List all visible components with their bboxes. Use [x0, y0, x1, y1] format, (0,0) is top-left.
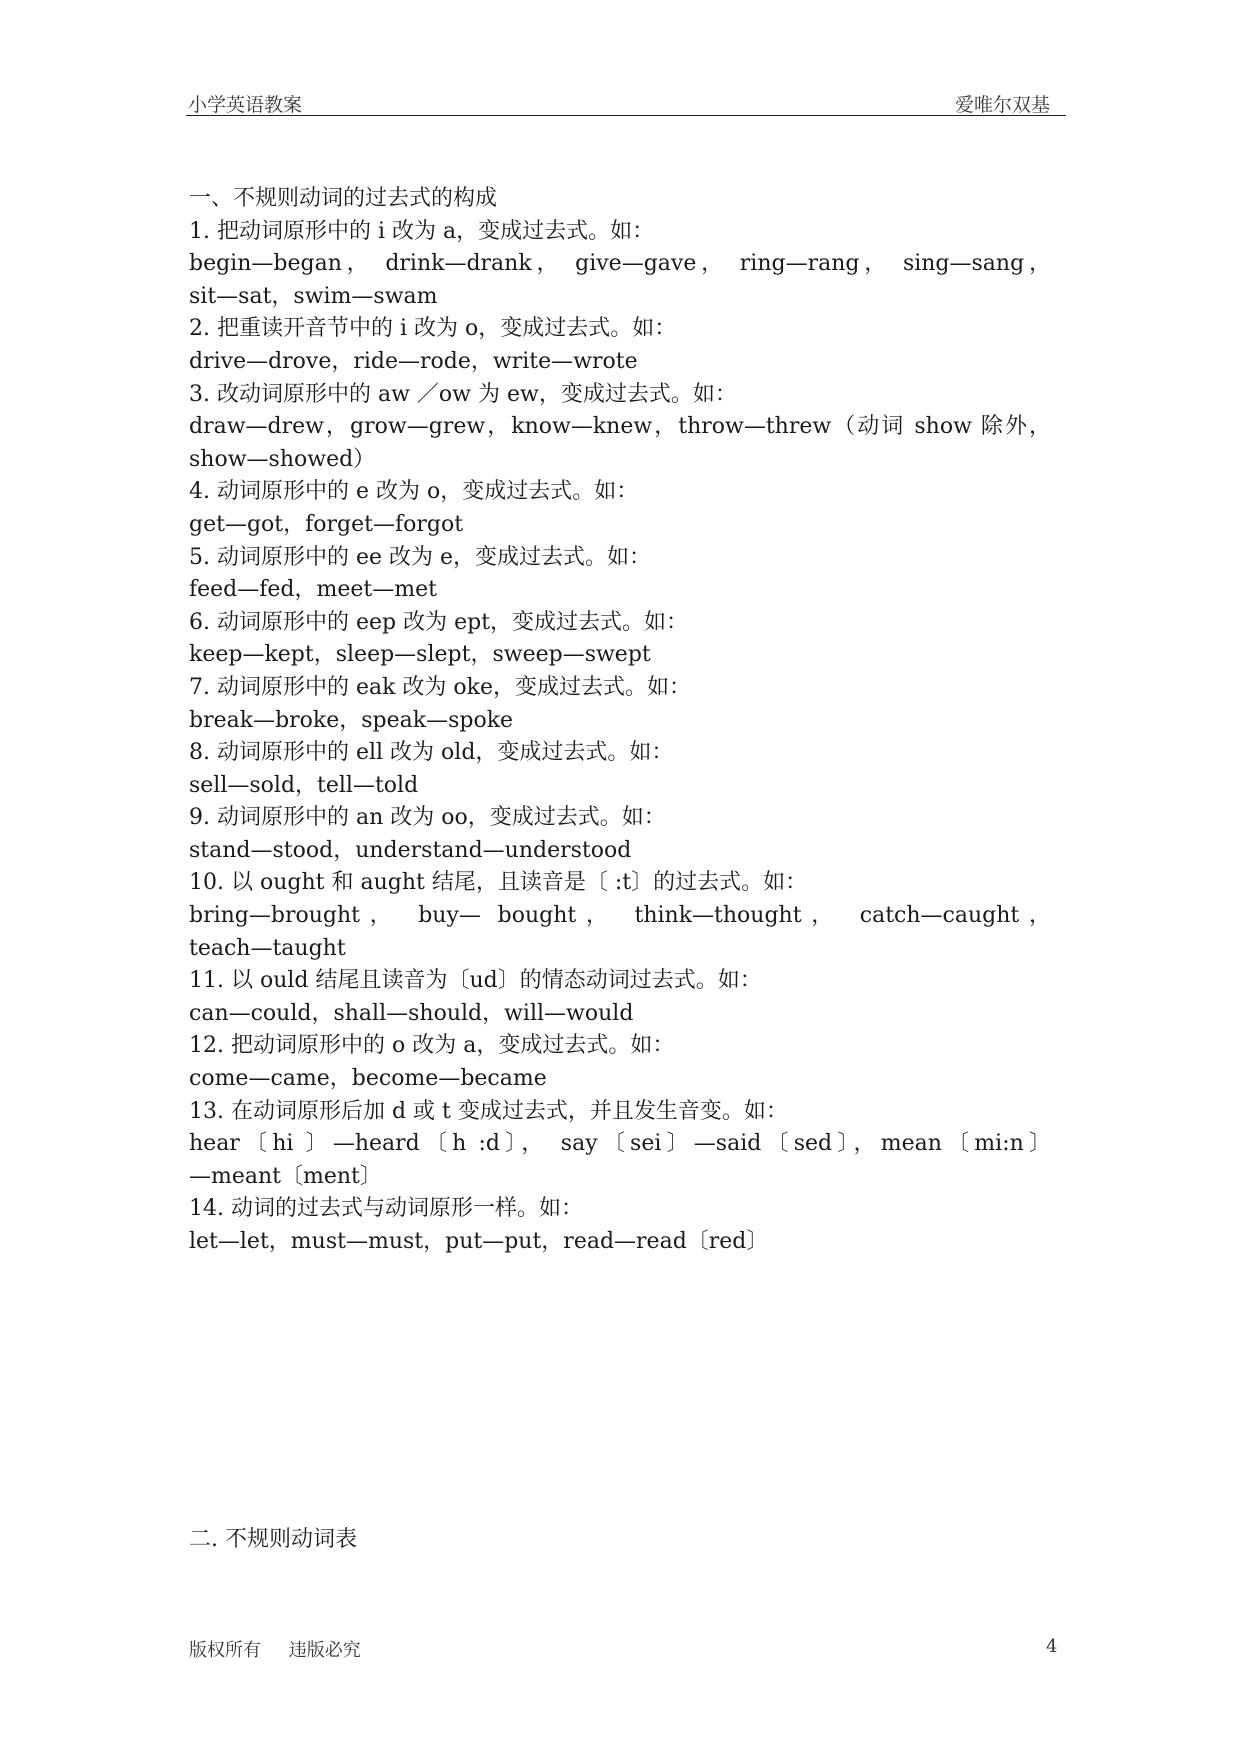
rule-10: 10. 以 ought 和 aught 结尾，且读音是〔 :t〕的过去式。如： — [189, 870, 808, 896]
document-body — [189, 183, 1051, 1259]
example-line: drive—drove，ride—rode，write—wrote — [189, 348, 638, 374]
rule-11: 11. 以 ould 结尾且读音为〔ud〕的情态动词过去式。如： — [189, 968, 762, 994]
rule-12: 12. 把动词原形中的 o 改为 a，变成过去式。如： — [189, 1033, 675, 1059]
section-title: 一、不规则动词的过去式的构成 — [189, 186, 498, 211]
example-line: feed—fed，meet—met — [189, 577, 437, 603]
header-doc-title: 小学英语教案 — [188, 94, 303, 116]
header-divider — [186, 115, 1066, 116]
example-line: sit—sat，swim—swam — [189, 283, 438, 309]
example-line: keep—kept，sleep—slept，sweep—swept — [189, 642, 651, 668]
example-line: bring—brought， buy— bought， think—thought， catch—caught， — [189, 903, 1051, 929]
example-line: break—broke，speak—spoke — [189, 707, 514, 733]
rule-5: 5. 动词原形中的 ee 改为 e，变成过去式。如： — [189, 544, 652, 570]
example-line: come—came，become—became — [189, 1066, 547, 1092]
footer-copyright: 版权所有 违版必究 — [189, 1640, 361, 1661]
rule-9: 9. 动词原形中的 an 改为 oo，变成过去式。如： — [189, 805, 666, 831]
rule-8: 8. 动词原形中的 ell 改为 old，变成过去式。如： — [189, 740, 674, 766]
example-line: get—got，forget—forgot — [189, 511, 464, 537]
page-number: 4 — [1046, 1636, 1058, 1657]
section-2-title: 二. 不规则动词表 — [189, 1527, 357, 1552]
example-line: —meant〔ment〕 — [189, 1163, 382, 1189]
rule-4: 4. 动词原形中的 e 改为 o，变成过去式。如： — [189, 479, 639, 505]
example-line: can—could，shall—should，will—would — [189, 1000, 634, 1026]
example-line: sell—sold，tell—told — [189, 772, 419, 798]
rule-1: 1. 把动词原形中的 i 改为 a，变成过去式。如： — [189, 218, 655, 244]
header-brand: 爱唯尔双基 — [954, 94, 1050, 116]
rule-2: 2. 把重读开音节中的 i 改为 o，变成过去式。如： — [189, 316, 677, 342]
example-line: stand—stood，understand—understood — [189, 837, 632, 863]
example-line: teach—taught — [189, 935, 346, 961]
page-header — [186, 86, 1066, 116]
rule-14: 14. 动词的过去式与动词原形一样。如： — [189, 1196, 583, 1222]
example-line: begin—began， drink—drank， give—gave， ring—rang， sing—sang， — [189, 251, 1051, 277]
rule-7: 7. 动词原形中的 eak 改为 oke，变成过去式。如： — [189, 674, 692, 700]
example-line: draw—drew，grow—grew，know—knew，throw—threw（动词 show 除外， — [189, 414, 1051, 440]
example-line: hear〔hi 〕—heard〔h :d〕， say〔sei〕—said〔sed〕，mean〔mi:n〕 — [189, 1131, 1051, 1157]
example-line: show—showed） — [189, 446, 376, 472]
example-line: let—let，must—must，put—put，read—read〔red〕 — [189, 1229, 769, 1254]
rule-13: 13. 在动词原形后加 d 或 t 变成过去式，并且发生音变。如： — [189, 1098, 788, 1124]
rule-3: 3. 改动词原形中的 aw ／ow 为 ew，变成过去式。如： — [189, 381, 737, 407]
rule-6: 6. 动词原形中的 eep 改为 ept，变成过去式。如： — [189, 609, 689, 635]
